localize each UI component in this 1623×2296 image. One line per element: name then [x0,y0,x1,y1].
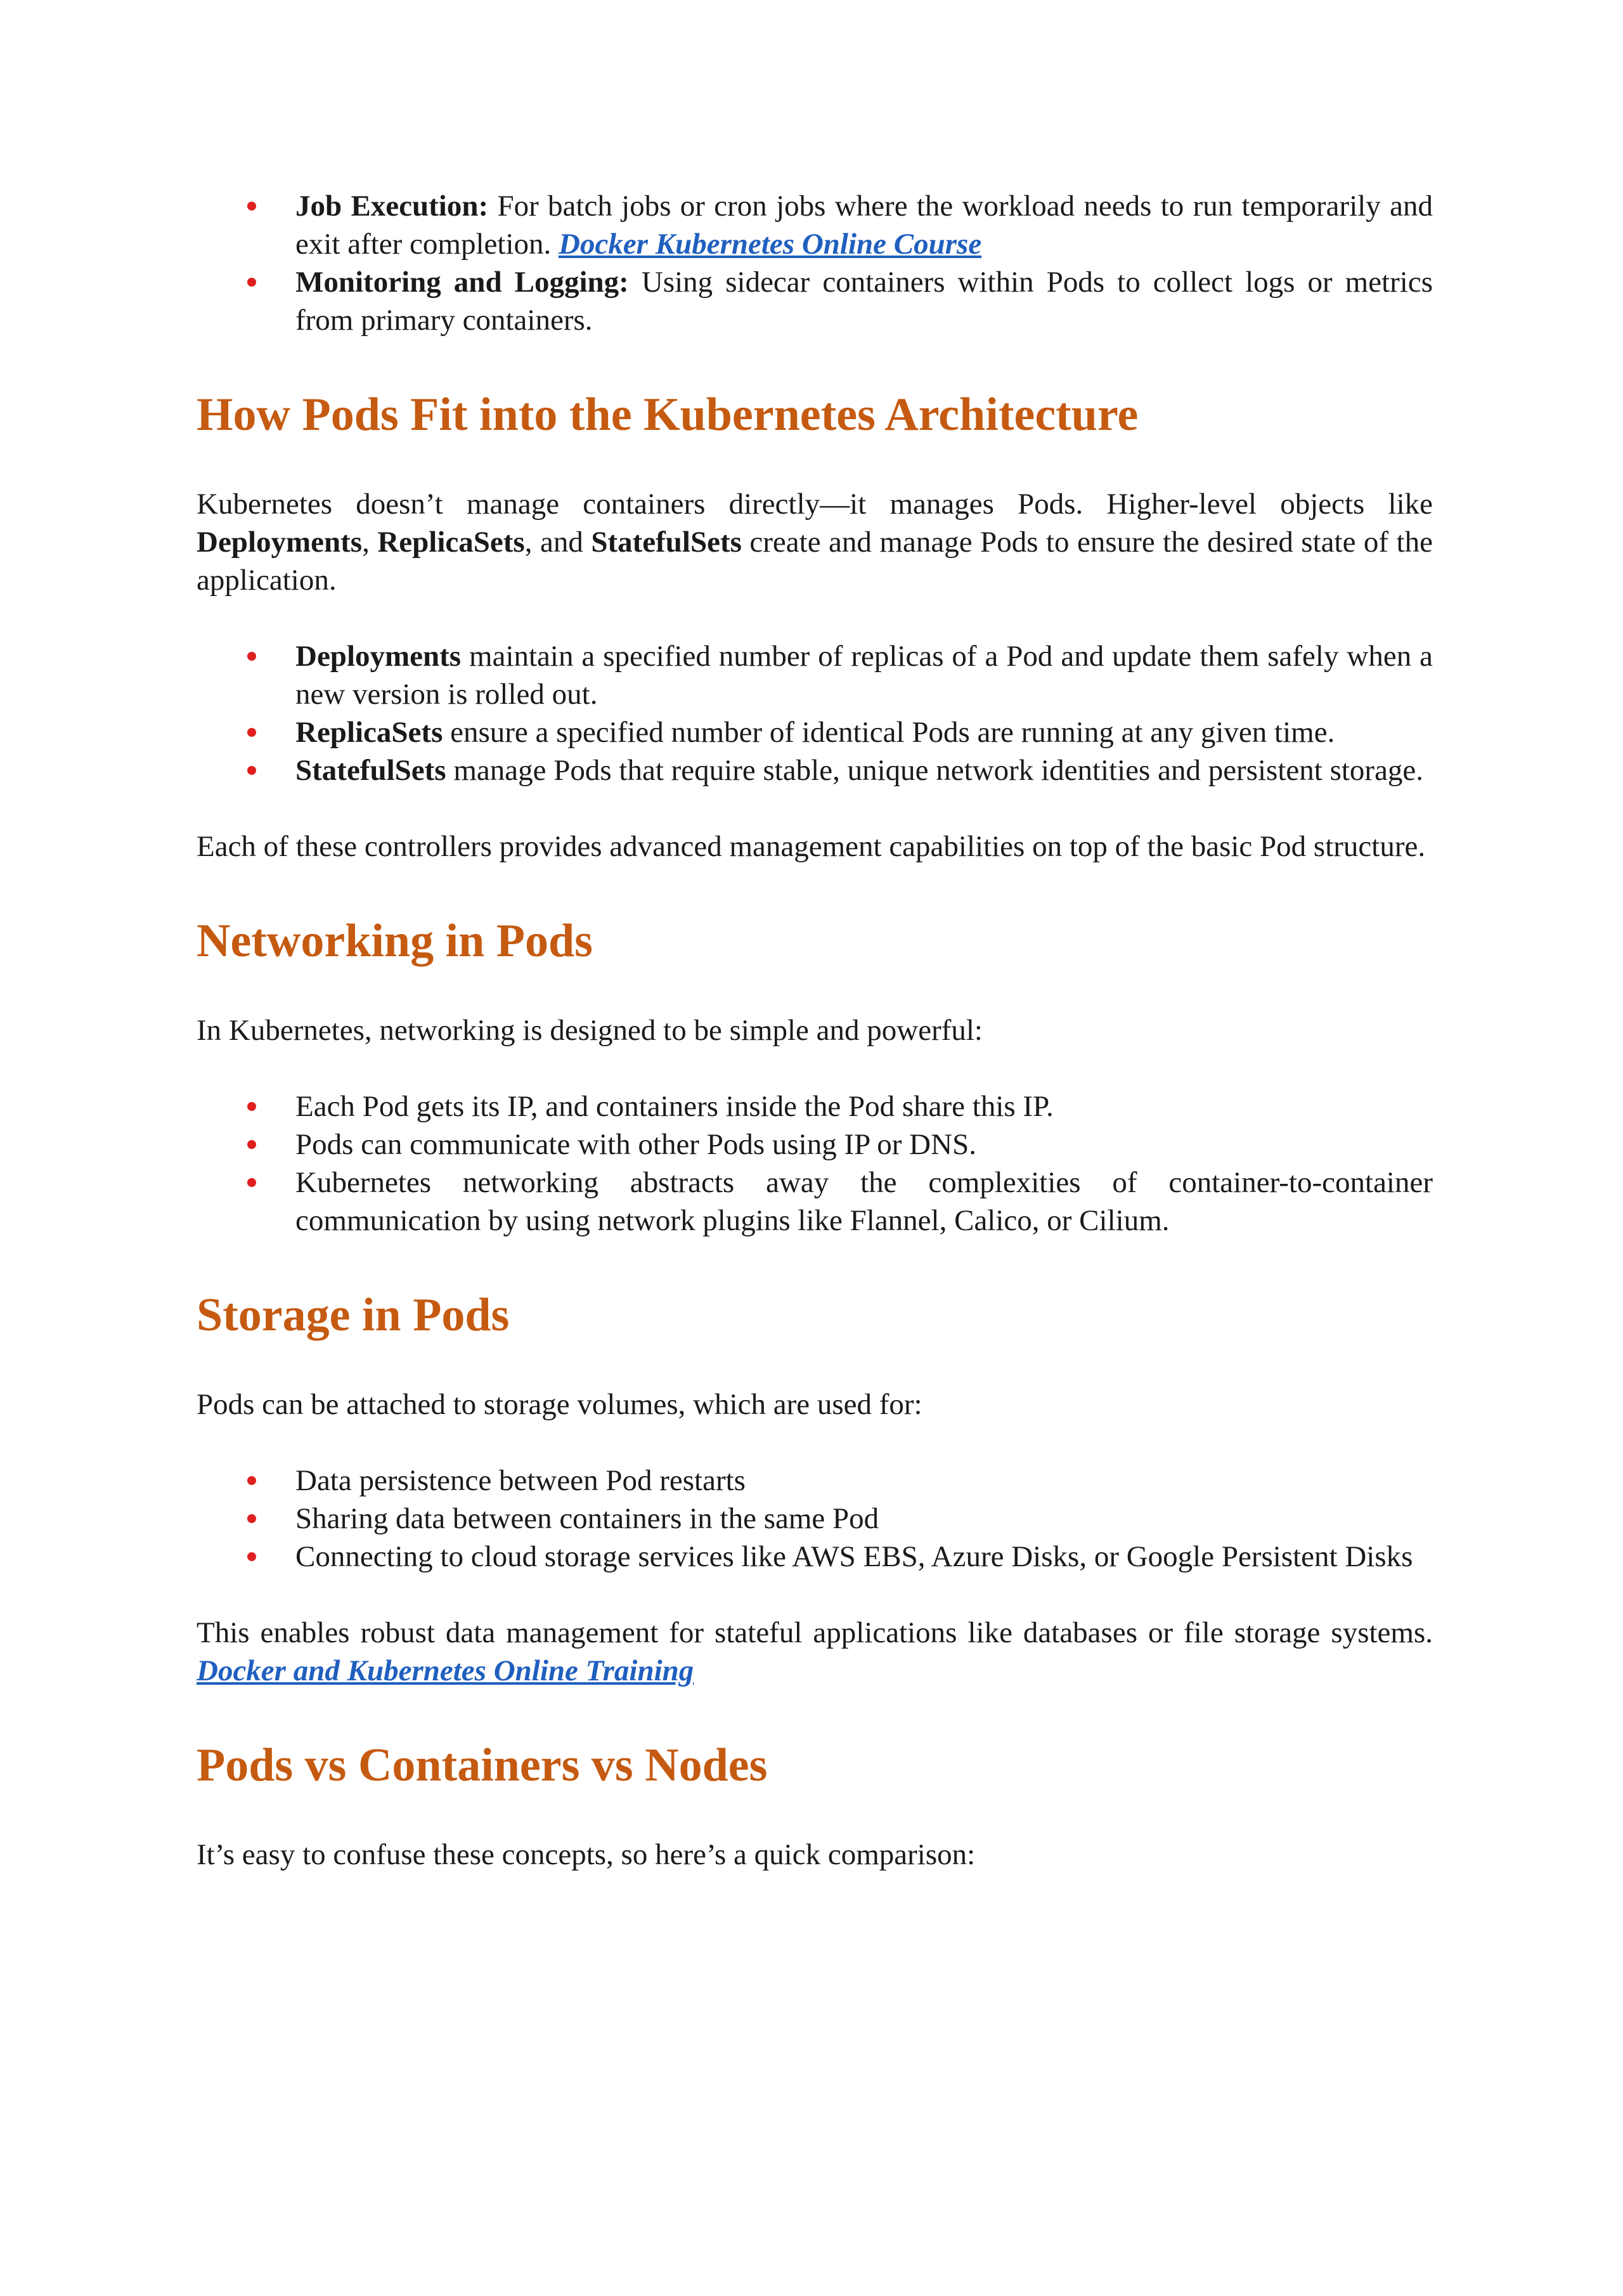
list-item-text: manage Pods that require stable, unique network identities and persistent storage. [446,754,1424,787]
list-item-text: maintain a specified number of replicas of a Pod and update them safely when a new version is rolled out. [295,640,1433,711]
storage-closing [197,1614,1433,1690]
list-item-text: Pods can communicate with other Pods using IP or DNS. [295,1128,976,1161]
storage-list [197,1462,1433,1576]
networking-intro: In Kubernetes, networking is designed to be simple and powerful: [197,1014,983,1047]
bullet-icon [247,1476,256,1485]
networking-list [197,1087,1433,1240]
list-item-text: Kubernetes networking abstracts away the complexities of container-to-container communication by using network plugins like Flannel, Calico, or Cilium. [295,1166,1433,1237]
list-item-term: Job Execution: [295,190,489,223]
list-item-text: Connecting to cloud storage services like AWS EBS, Azure Disks, or Google Persistent Disks [295,1540,1413,1573]
bullet-icon [247,1514,256,1523]
comparison-intro: It’s easy to confuse these concepts, so here’s a quick comparison: [197,1838,976,1871]
bullet-icon [247,728,256,737]
list-item-term: ReplicaSets [295,716,443,749]
list-item [197,1087,1433,1125]
architecture-closing: Each of these controllers provides advanced management capabilities on top of the basic Pod structure. [197,830,1426,863]
architecture-paragraph [197,485,1433,599]
list-item-text: Each Pod gets its IP, and containers inside the Pod share this IP. [295,1090,1054,1123]
list-item [197,1538,1433,1576]
bullet-icon [247,1178,256,1187]
bullet-icon [247,1140,256,1149]
course-link[interactable]: Docker Kubernetes Online Course [559,228,982,261]
list-item [197,263,1433,339]
bullet-icon [247,202,256,211]
use-case-list [197,187,1433,339]
section-heading-storage: Storage in Pods [197,1289,510,1341]
list-item-text: Sharing data between containers in the same Pod [295,1502,879,1535]
list-item-text: Data persistence between Pod restarts [295,1464,746,1497]
section-heading-comparison: Pods vs Containers vs Nodes [197,1739,768,1791]
training-link[interactable]: Docker and Kubernetes Online Training [197,1654,694,1687]
list-item-term: Monitoring and Logging: [295,266,629,299]
bullet-icon [247,278,256,287]
list-item-text: ensure a specified number of identical Pods are running at any given time. [443,716,1335,749]
paragraph-text: create and manage Pods to ensure the desired state of the application. [197,526,1433,597]
bullet-icon [247,766,256,775]
list-item-term: StatefulSets [295,754,446,787]
list-item [197,1164,1433,1240]
list-item [197,1500,1433,1538]
list-item [197,1125,1433,1164]
list-item [197,1462,1433,1500]
term-deployments: Deployments [197,526,363,559]
paragraph-text: , [362,526,378,559]
section-heading-architecture: How Pods Fit into the Kubernetes Architecture [197,389,1139,441]
paragraph-text: Kubernetes doesn’t manage containers directly—it manages Pods. Higher-level objects like [197,488,1433,521]
list-item-term: Deployments [295,640,462,673]
term-replicasets: ReplicaSets [377,526,525,559]
section-heading-networking: Networking in Pods [197,915,593,967]
list-item [197,751,1433,789]
storage-intro: Pods can be attached to storage volumes, which are used for: [197,1388,922,1421]
bullet-icon [247,1552,256,1561]
document-content [197,187,1433,1874]
paragraph-text: , and [524,526,592,559]
list-item [197,637,1433,713]
list-item-text: Using sidecar containers within Pods to collect logs or metrics from primary containers. [295,266,1433,337]
term-statefulsets: StatefulSets [591,526,742,559]
paragraph-text: This enables robust data management for stateful applications like databases or file storage systems. [197,1616,1433,1649]
bullet-icon [247,1102,256,1111]
list-item-text: For batch jobs or cron jobs where the workload needs to run temporarily and exit after completion. [295,190,1433,261]
bullet-icon [247,652,256,661]
list-item [197,713,1433,751]
list-item [197,187,1433,263]
controller-list [197,637,1433,789]
